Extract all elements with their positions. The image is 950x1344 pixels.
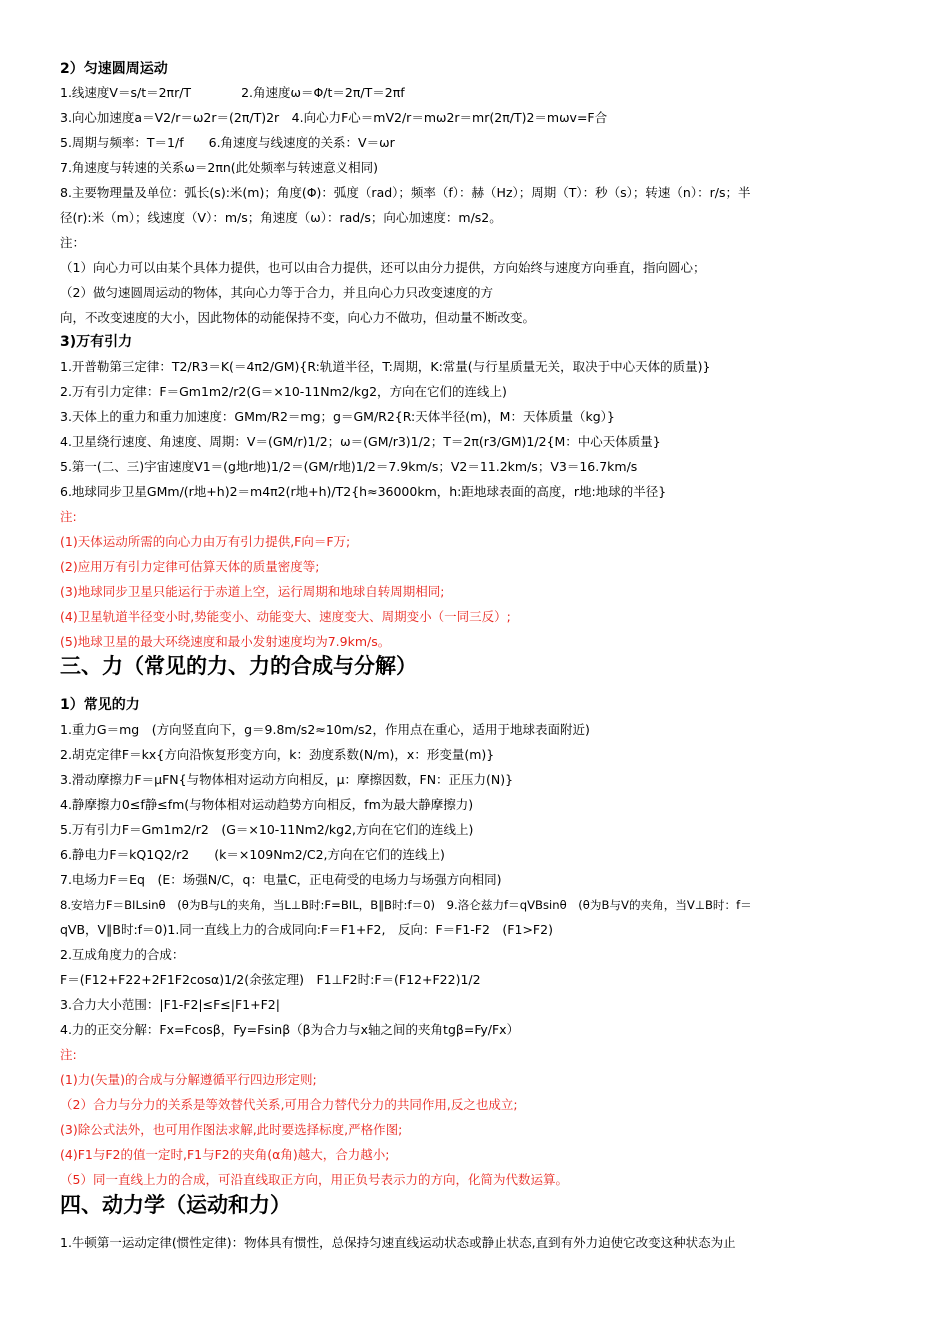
note-line: (1)天体运动所需的向心力由万有引力提供,F向＝F万; (60, 534, 351, 549)
text-line: qVB，V∥B时:f＝0)1.同一直线上力的合成同向:F＝F1+F2, 反向：F＝F1-F2 (F1>F2) (60, 922, 553, 937)
note-line: (3)地球同步卫星只能运行于赤道上空，运行周期和地球自转周期相同; (60, 584, 445, 599)
text-line: 3.滑动摩擦力F＝μFN{与物体相对运动方向相反，μ：摩擦因数，FN：正压力(N)} (60, 772, 514, 787)
text-line: 5.万有引力F＝Gm1m2/r2 (G＝×10-11Nm2/kg2,方向在它们的连线上) (60, 822, 474, 837)
text-line: 2.胡克定律F＝kx{方向沿恢复形变方向，k：劲度系数(N/m)，x：形变量(m)} (60, 747, 495, 762)
text-line: F＝(F12+F22+2F1F2cosα)1/2(余弦定理) F1⊥F2时:F＝(F12+F22)1/2 (60, 972, 481, 987)
text-line: 4.卫星绕行速度、角速度、周期：V＝(GM/r)1/2；ω＝(GM/r3)1/2；T＝2π(r3/GM)1/2{M：中心天体质量} (60, 434, 661, 449)
text-line: 径(r):米（m）；线速度（V）：m/s；角速度（ω）：rad/s；向心加速度：m/s2。 (60, 210, 502, 225)
note-line: (3)除公式法外，也可用作图法求解,此时要选择标度,严格作图; (60, 1122, 403, 1137)
text-line: 1.开普勒第三定律：T2/R3＝K(＝4π2/GM){R:轨道半径，T:周期，K:常量(与行星质量无关，取决于中心天体的质量)} (60, 359, 711, 374)
text-line: 3.合力大小范围：|F1-F2|≤F≤|F1+F2| (60, 997, 280, 1012)
note-line: (1)力(矢量)的合成与分解遵循平行四边形定则; (60, 1072, 317, 1087)
chapter-heading-force: 三、力（常见的力、力的合成与分解） (60, 654, 417, 678)
section-heading-common-forces: 1）常见的力 (60, 697, 140, 713)
note-line: （1）向心力可以由某个具体力提供，也可以由合力提供，还可以由分力提供，方向始终与速度方向垂直，指向圆心； (60, 260, 706, 275)
note-line: (4)卫星轨道半径变小时,势能变小、动能变大、速度变大、周期变小（一同三反）; (60, 609, 511, 624)
text-line: 1.牛顿第一运动定律(惯性定律)：物体具有惯性，总保持匀速直线运动状态或静止状态,直到有外力迫使它改变这种状态为止 (60, 1235, 736, 1250)
note-line: （2）合力与分力的关系是等效替代关系,可用合力替代分力的共同作用,反之也成立; (60, 1097, 518, 1112)
chapter-heading-dynamics: 四、动力学（运动和力） (60, 1193, 291, 1217)
text-line: 5.周期与频率：T＝1/f 6.角速度与线速度的关系：V＝ωr (60, 135, 395, 150)
note-line: （2）做匀速圆周运动的物体，其向心力等于合力，并且向心力只改变速度的方 (60, 285, 493, 300)
note-label: 注： (60, 235, 86, 250)
text-line: 8.安培力F＝BILsinθ (θ为B与L的夹角，当L⊥B时:F=BIL，B∥B时:f＝0) 9.洛仑兹力f＝qVBsinθ (θ为B与V的夹角，当V⊥B时：f＝ (60, 898, 752, 912)
text-line: 8.主要物理量及单位：弧长(s):米(m)；角度(Φ)：弧度（rad）；频率（f）：赫（Hz）；周期（T）：秒（s）；转速（n）：r/s；半 (60, 185, 751, 200)
text-line: 6.静电力F＝kQ1Q2/r2 (k＝×109Nm2/C2,方向在它们的连线上) (60, 847, 445, 862)
note-line: (4)F1与F2的值一定时,F1与F2的夹角(α角)越大，合力越小; (60, 1147, 390, 1162)
note-label: 注: (60, 1047, 77, 1062)
text-line: 1.线速度V＝s/t＝2πr/T 2.角速度ω＝Φ/t＝2π/T＝2πf (60, 85, 405, 100)
note-label: 注: (60, 509, 77, 524)
note-line: (5)地球卫星的最大环绕速度和最小发射速度均为7.9km/s。 (60, 634, 391, 649)
text-line: 5.第一(二、三)宇宙速度V1＝(g地r地)1/2＝(GM/r地)1/2＝7.9km/s；V2＝11.2km/s；V3＝16.7km/s (60, 459, 638, 474)
note-line: 向，不改变速度的大小，因此物体的动能保持不变，向心力不做功，但动量不断改变。 (60, 310, 536, 325)
text-line: 3.天体上的重力和重力加速度：GMm/R2＝mg；g＝GM/R2{R:天体半径(m)，M：天体质量（kg）} (60, 409, 615, 424)
text-line: 1.重力G＝mg (方向竖直向下，g＝9.8m/s2≈10m/s2，作用点在重心，适用于地球表面附近) (60, 722, 590, 737)
text-line: 3.向心加速度a＝V2/r＝ω2r＝(2π/T)2r 4.向心力F心＝mV2/r＝mω2r＝mr(2π/T)2＝mωv=F合 (60, 110, 608, 125)
section-heading-uniform-circular: 2）匀速圆周运动 (60, 61, 168, 77)
text-line: 4.静摩擦力0≤f静≤fm(与物体相对运动趋势方向相反，fm为最大静摩擦力) (60, 797, 474, 812)
text-line: 2.互成角度力的合成： (60, 947, 185, 962)
text-line: 2.万有引力定律：F＝Gm1m2/r2(G＝×10-11Nm2/kg2，方向在它们的连线上) (60, 384, 507, 399)
section-heading-gravitation: 3)万有引力 (60, 334, 133, 350)
note-line: （5）同一直线上力的合成，可沿直线取正方向，用正负号表示力的方向，化简为代数运算。 (60, 1172, 568, 1187)
note-line: (2)应用万有引力定律可估算天体的质量密度等; (60, 559, 320, 574)
text-line: 7.角速度与转速的关系ω＝2πn(此处频率与转速意义相同) (60, 160, 379, 175)
text-line: 6.地球同步卫星GMm/(r地+h)2＝m4π2(r地+h)/T2{h≈36000km，h:距地球表面的高度，r地:地球的半径} (60, 484, 667, 499)
text-line: 7.电场力F＝Eq (E：场强N/C，q：电量C，正电荷受的电场力与场强方向相同) (60, 872, 502, 887)
text-line: 4.力的正交分解：Fx=Fcosβ，Fy=Fsinβ（β为合力与x轴之间的夹角tgβ=Fy/Fx） (60, 1022, 520, 1037)
